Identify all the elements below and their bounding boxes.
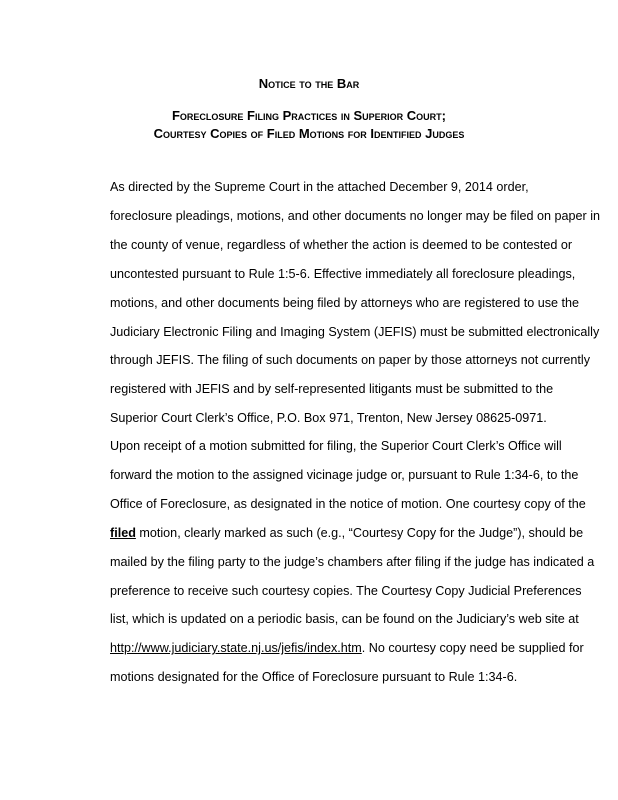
jefis-website-link[interactable]: http://www.judiciary.state.nj.us/jefis/index.htm [110, 641, 362, 656]
paragraph-2-line: list, which is updated on a periodic basis, can be found on the Judiciary’s web site at [110, 612, 579, 627]
paragraph-2-line [74, 634, 584, 663]
paragraph-1-line: the county of venue, regardless of whether the action is deemed to be contested or [110, 237, 573, 252]
notice-title: Notice to the Bar [258, 76, 360, 91]
paragraph-2-line: preference to receive such courtesy copies. The Courtesy Copy Judicial Preferences [110, 583, 582, 598]
filed-emphasis: filed [110, 525, 136, 540]
paragraph-2-line: Office of Foreclosure, as designated in the notice of motion. One courtesy copy of the [110, 496, 586, 511]
notice-subtitle-line-1: Foreclosure Filing Practices in Superior Court; [171, 108, 446, 123]
paragraph-2-line [74, 519, 584, 548]
paragraph-2-line-text: motion, clearly marked as such (e.g., “Courtesy Copy for the Judge”), should be [135, 525, 584, 540]
paragraph-2-line: Upon receipt of a motion submitted for filing, the Superior Court Clerk’s Office will [110, 439, 562, 453]
notice-subtitle-line-2: Courtesy Copies of Filed Motions for Identified Judges [153, 126, 465, 141]
paragraph-1-line: As directed by the Supreme Court in the attached December 9, 2014 order, [110, 180, 529, 194]
paragraph-1-line: registered with JEFIS and by self-represented litigants must be submitted to the [110, 382, 554, 397]
paragraph-1-line: uncontested pursuant to Rule 1:5-6. Effective immediately all foreclosure pleadings, [110, 266, 576, 281]
paragraph-1 [74, 173, 601, 433]
paragraph-1-line: through JEFIS. The filing of such documents on paper by those attorneys not currently [110, 353, 590, 368]
paragraph-2-line: mailed by the filing party to the judge’s chambers after filing if the judge has indicated a [110, 554, 595, 569]
paragraph-1-line: motions, and other documents being filed by attorneys who are registered to use the [110, 295, 580, 310]
paragraph-1-line: Judiciary Electronic Filing and Imaging System (JEFIS) must be submitted electronically [110, 324, 600, 339]
paragraph-2 [74, 432, 595, 692]
paragraph-2-line: forward the motion to the assigned vicinage judge or, pursuant to Rule 1:34-6, to the [110, 467, 579, 482]
paragraph-2-line-text: . No courtesy copy need be supplied for [361, 641, 584, 656]
paragraph-1-line: foreclosure pleadings, motions, and other documents no longer may be filed on paper in [110, 208, 601, 223]
paragraph-2-line: motions designated for the Office of Foreclosure pursuant to Rule 1:34-6. [110, 670, 518, 685]
paragraph-1-line: Superior Court Clerk’s Office, P.O. Box 971, Trenton, New Jersey 08625-0971. [110, 411, 547, 426]
